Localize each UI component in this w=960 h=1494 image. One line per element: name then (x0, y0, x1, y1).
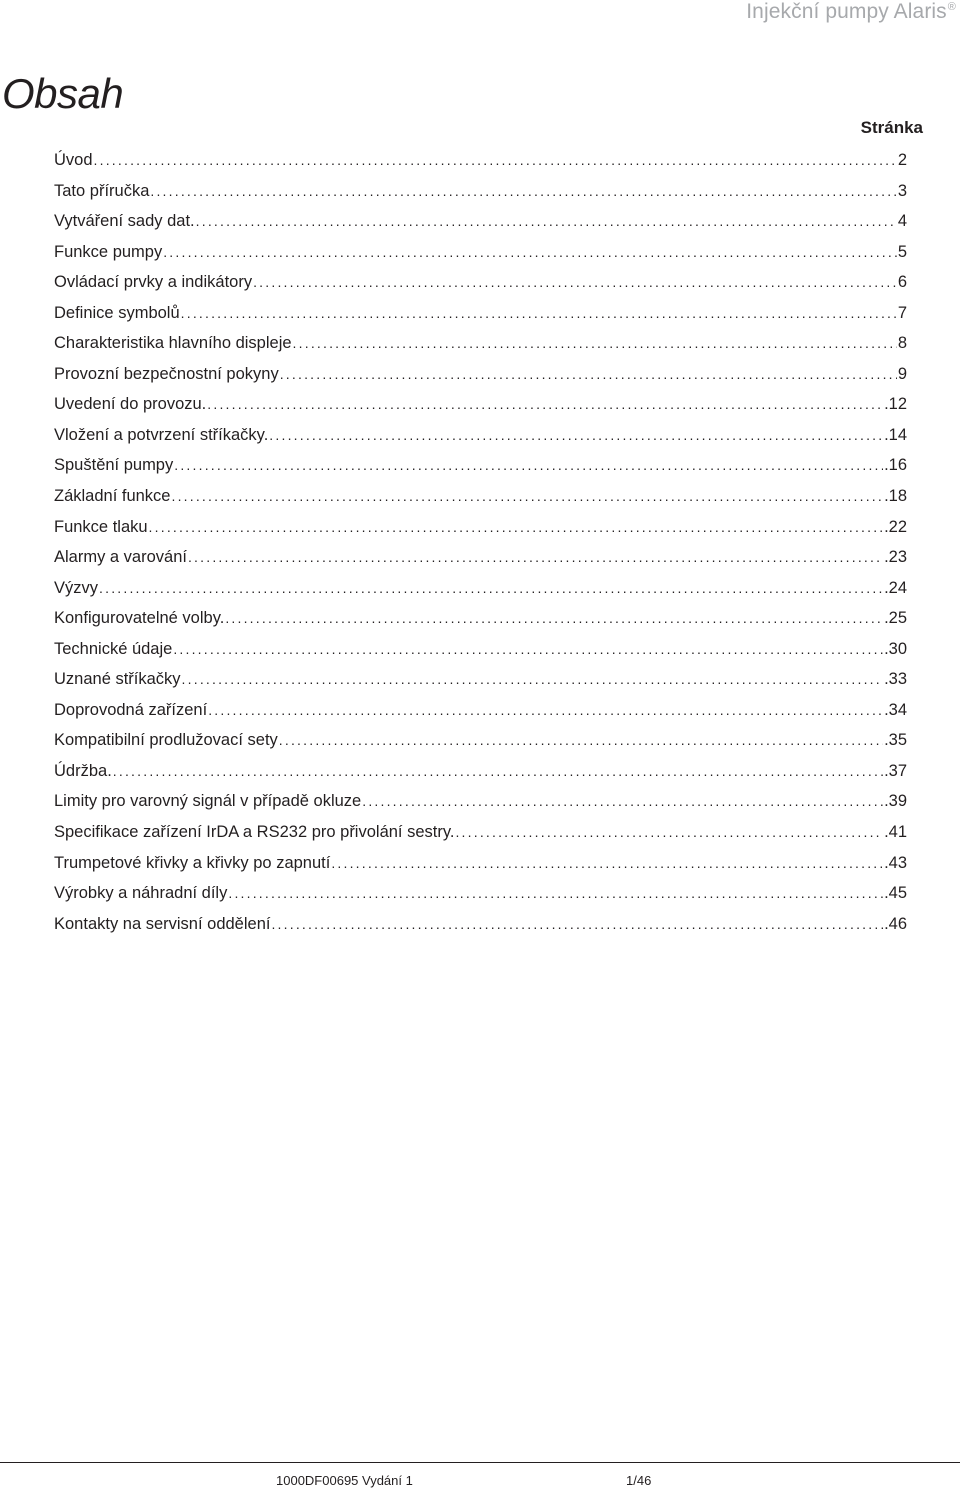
toc-entry-page: .34 (884, 700, 907, 719)
toc-dot-leader (293, 328, 897, 358)
toc-entry[interactable] (54, 359, 907, 390)
toc-entry-page: .46 (884, 914, 907, 933)
toc-dot-leader (196, 206, 897, 236)
toc-entry[interactable] (54, 512, 907, 543)
toc-dot-leader (94, 145, 897, 175)
toc-entry-page: .35 (884, 731, 907, 750)
toc-entry-label: Alarmy a varování (54, 548, 187, 567)
toc-entry-page: .33 (884, 670, 907, 689)
page-title: Obsah (2, 70, 124, 117)
toc-dot-leader (455, 817, 883, 847)
toc-entry-page: 8 (897, 334, 907, 353)
toc-entry[interactable] (54, 420, 907, 451)
toc-dot-leader (163, 237, 897, 267)
toc-entry[interactable] (54, 756, 907, 787)
toc-entry-label: Specifikace zařízení IrDA a RS232 pro přivolání sestry. (54, 823, 455, 842)
toc-entry-label: Výzvy (54, 578, 99, 597)
toc-entry[interactable] (54, 237, 907, 268)
toc-dot-leader (362, 786, 883, 816)
toc-dot-leader (113, 756, 883, 786)
toc-entry-page: .45 (884, 884, 907, 903)
toc-entry[interactable] (54, 725, 907, 756)
toc-entry-label: Technické údaje (54, 639, 173, 658)
toc-dot-leader (99, 573, 883, 603)
toc-entry-label: Funkce tlaku (54, 517, 148, 536)
toc-dot-leader (280, 359, 897, 389)
header-brand-text: Injekční pumpy Alaris (746, 0, 947, 23)
toc-entry-label: Provozní bezpečnostní pokyny (54, 364, 279, 383)
toc-dot-leader (171, 481, 883, 511)
toc-entry-page: .22 (884, 517, 907, 536)
toc-entry-page: 3 (897, 181, 907, 200)
toc-entry[interactable] (54, 878, 907, 909)
toc-dot-leader (207, 389, 883, 419)
toc-dot-leader (150, 176, 896, 206)
toc-entry-label: Doprovodná zařízení (54, 700, 208, 719)
toc-dot-leader (149, 512, 884, 542)
toc-entry-page: .41 (884, 823, 907, 842)
toc-entry[interactable] (54, 664, 907, 695)
toc-entry[interactable] (54, 145, 907, 176)
toc-entry-label: Základní funkce (54, 487, 171, 506)
toc-entry-label: Ovládací prvky a indikátory (54, 273, 253, 292)
toc-entry-page: .24 (884, 578, 907, 597)
toc-entry[interactable] (54, 389, 907, 420)
toc-entry[interactable] (54, 298, 907, 329)
toc-entry-page: 6 (897, 273, 907, 292)
toc-entry-page: .30 (884, 639, 907, 658)
table-of-contents (54, 145, 907, 939)
toc-entry-page: 9 (897, 364, 907, 383)
toc-entry-label: Konfigurovatelné volby. (54, 609, 225, 628)
footer-document-id: 1000DF00695 Vydání 1 (276, 1473, 413, 1488)
toc-entry[interactable] (54, 450, 907, 481)
toc-entry-label: Tato příručka (54, 181, 150, 200)
trademark-symbol: ® (947, 1, 956, 13)
toc-entry-page: 7 (897, 303, 907, 322)
toc-entry[interactable] (54, 848, 907, 879)
toc-entry-label: Uznané stříkačky (54, 670, 181, 689)
toc-entry-label: Uvedení do provozu. (54, 395, 207, 414)
toc-dot-leader (174, 450, 883, 480)
toc-dot-leader (271, 909, 883, 939)
toc-entry-page: .39 (884, 792, 907, 811)
toc-entry-label: Definice symbolů (54, 303, 180, 322)
toc-entry[interactable] (54, 542, 907, 573)
toc-entry[interactable] (54, 267, 907, 298)
toc-entry[interactable] (54, 817, 907, 848)
toc-dot-leader (225, 603, 883, 633)
toc-dot-leader (253, 267, 897, 297)
toc-entry-page: .23 (884, 548, 907, 567)
toc-entry-page: .25 (884, 609, 907, 628)
toc-entry[interactable] (54, 909, 907, 940)
toc-entry[interactable] (54, 481, 907, 512)
toc-entry-page: .18 (884, 487, 907, 506)
toc-entry[interactable] (54, 786, 907, 817)
toc-entry[interactable] (54, 695, 907, 726)
toc-entry-page: .16 (884, 456, 907, 475)
toc-entry-page: 4 (897, 212, 907, 231)
toc-dot-leader (331, 848, 883, 878)
toc-dot-leader (173, 634, 883, 664)
toc-dot-leader (181, 298, 897, 328)
toc-entry[interactable] (54, 573, 907, 604)
toc-entry-label: Trumpetové křivky a křivky po zapnutí (54, 853, 331, 872)
toc-entry-label: Limity pro varovný signál v případě okluze (54, 792, 362, 811)
toc-dot-leader (188, 542, 883, 572)
toc-entry[interactable] (54, 634, 907, 665)
toc-entry[interactable] (54, 206, 907, 237)
toc-entry-label: Úvod (54, 151, 93, 169)
toc-entry-page: .43 (884, 853, 907, 872)
toc-entry-label: Vložení a potvrzení stříkačky. (54, 425, 269, 444)
toc-entry-label: Kompatibilní prodlužovací sety (54, 731, 278, 750)
header-brand (746, 0, 956, 24)
page-footer (0, 1462, 960, 1494)
toc-dot-leader (269, 420, 883, 450)
toc-dot-leader (182, 664, 884, 694)
toc-entry-label: Výrobky a náhradní díly (54, 884, 228, 903)
toc-entry-page: .12 (884, 395, 907, 414)
toc-entry-page: .14 (884, 425, 907, 444)
toc-entry-label: Údržba. (54, 761, 112, 780)
footer-page-number: 1/46 (626, 1473, 652, 1488)
toc-entry[interactable] (54, 176, 907, 207)
toc-entry-label: Vytváření sady dat. (54, 212, 195, 231)
toc-entry[interactable] (54, 603, 907, 634)
toc-entry-page: .37 (884, 761, 907, 780)
page-column-label: Stránka (860, 118, 923, 137)
toc-dot-leader (279, 725, 883, 755)
toc-entry-label: Kontakty na servisní oddělení (54, 914, 271, 933)
toc-dot-leader (208, 695, 883, 725)
toc-entry-label: Spuštění pumpy (54, 456, 174, 475)
toc-entry[interactable] (54, 328, 907, 359)
toc-entry-page: 5 (897, 242, 907, 261)
toc-entry-label: Charakteristika hlavního displeje (54, 334, 292, 353)
toc-dot-leader (228, 878, 883, 908)
toc-entry-label: Funkce pumpy (54, 242, 163, 261)
toc-entry-page: 2 (897, 151, 907, 169)
